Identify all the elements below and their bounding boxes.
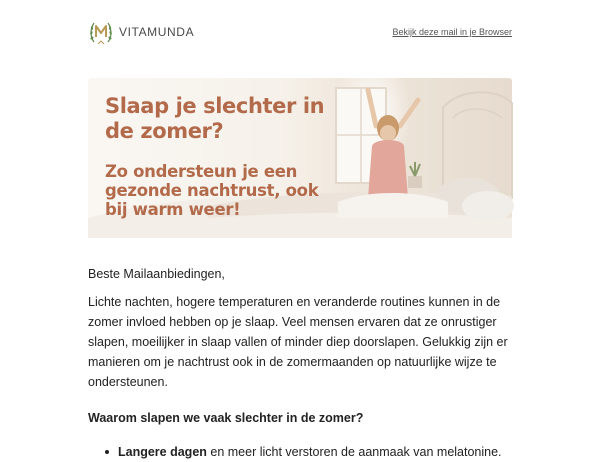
intro-paragraph: Lichte nachten, hogere temperaturen en veranderde routines kunnen in de zomer invloed hebben op je slaap. Veel mensen ervaren dat ze onrustiger slapen, moeilijker in slaap vallen of minder diep doorslapen. Gelukkig zijn er manieren om je nachtrust ook in de zomermaanden op natuurlijke wijze te ondersteunen. (88, 295, 508, 389)
list-item-bold: Langere dagen (118, 445, 207, 459)
brand-logo[interactable] (88, 18, 194, 46)
view-in-browser-link[interactable]: Bekijk deze mail in je Browser (392, 27, 512, 37)
list-item-text: en meer licht verstoren de aanmaak van melatonine. (206, 445, 502, 459)
email-body (88, 264, 512, 462)
brand-name: VITAMUNDA (119, 25, 195, 39)
hero-title: Slaap je slechter in de zomer? (105, 94, 325, 143)
hero-text (105, 94, 335, 219)
list-item (88, 442, 512, 462)
reasons-list (88, 442, 512, 462)
email-header (88, 16, 512, 50)
greeting: Beste Mailaanbiedingen, (88, 267, 225, 281)
hero-subtitle: Zo ondersteun je een gezonde nachtrust, ook bij warm weer! (105, 162, 319, 219)
laurel-logo-icon (88, 18, 114, 46)
section-heading: Waarom slapen we vaak slechter in de zomer? (88, 411, 364, 425)
hero-banner[interactable] (88, 78, 512, 238)
